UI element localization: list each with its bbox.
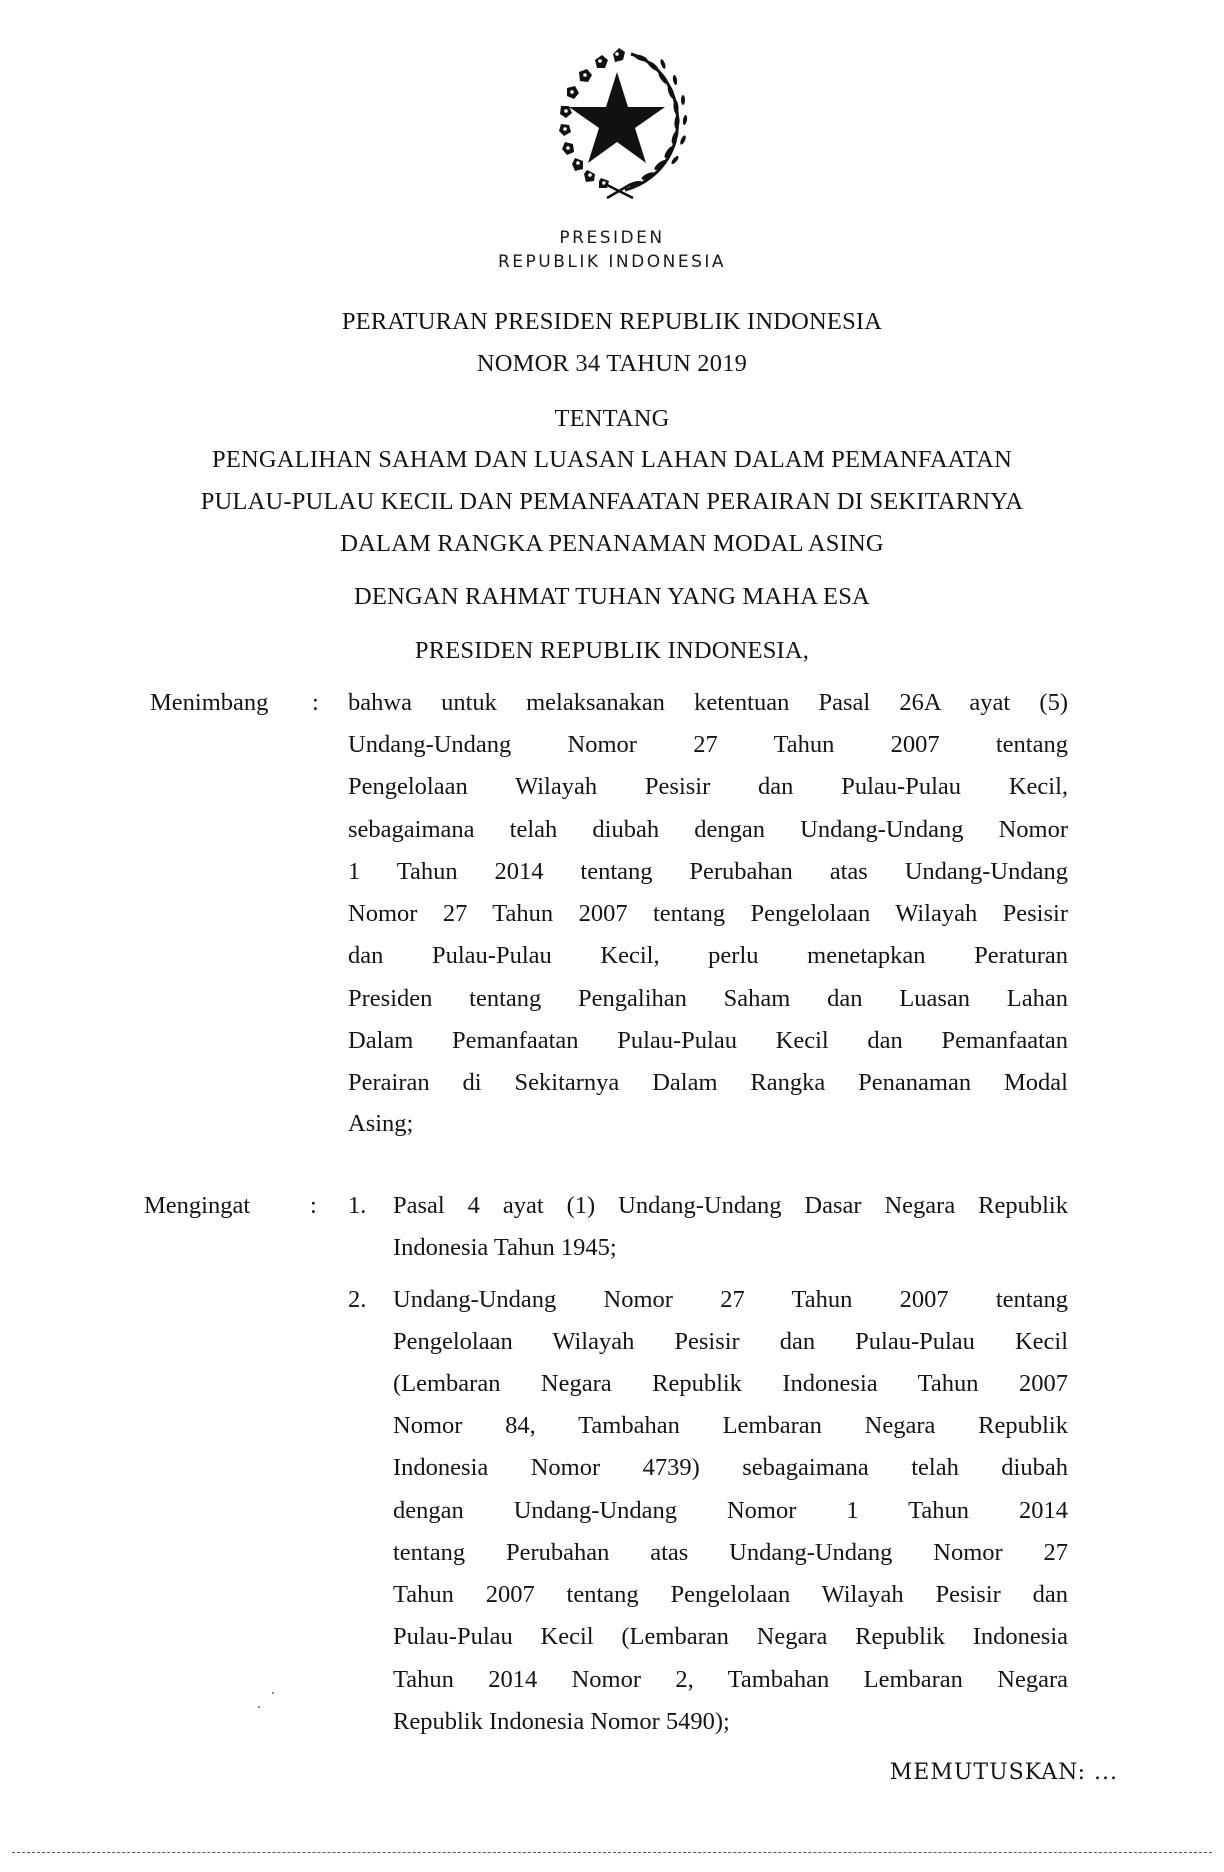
menimbang-line: Nomor 27 Tahun 2007 tentang Pengelolaan Wilayah Pesisir: [348, 900, 1068, 927]
menimbang-label: Menimbang: [150, 689, 269, 716]
mengingat-line: dengan Undang-Undang Nomor 1 Tahun 2014: [393, 1497, 1068, 1524]
page-bottom-rule: [12, 1852, 1212, 1853]
menimbang-line: Pengelolaan Wilayah Pesisir dan Pulau-Pulau Kecil,: [348, 773, 1068, 800]
mengingat-colon: :: [310, 1192, 317, 1219]
menimbang-line: 1 Tahun 2014 tentang Perubahan atas Undang-Undang: [348, 858, 1068, 885]
garuda-star-wreath-emblem-icon: [535, 42, 695, 202]
menimbang-colon: :: [312, 689, 319, 716]
continuation-marker: MEMUTUSKAN: ...: [889, 1760, 1118, 1785]
menimbang-line: Presiden tentang Pengalihan Saham dan Luasan Lahan: [348, 985, 1068, 1012]
mengingat-line: Pasal 4 ayat (1) Undang-Undang Dasar Negara Republik: [393, 1192, 1068, 1219]
issuer: PRESIDEN REPUBLIK INDONESIA,: [414, 637, 810, 664]
office-line-republik-indonesia: REPUBLIK INDONESIA: [497, 252, 727, 272]
list-number: 1.: [348, 1192, 367, 1219]
mengingat-line: Pulau-Pulau Kecil (Lembaran Negara Republik Indonesia: [393, 1623, 1068, 1650]
menimbang-line: bahwa untuk melaksanakan ketentuan Pasal 26A ayat (5): [348, 689, 1068, 716]
mengingat-line: Undang-Undang Nomor 27 Tahun 2007 tentang: [393, 1286, 1068, 1313]
list-number: 2.: [348, 1286, 367, 1313]
menimbang-line: dan Pulau-Pulau Kecil, perlu menetapkan Peraturan: [348, 942, 1068, 969]
menimbang-line: Dalam Pemanfaatan Pulau-Pulau Kecil dan Pemanfaatan: [348, 1027, 1068, 1054]
about-heading: TENTANG: [554, 405, 670, 432]
mengingat-label: Mengingat: [144, 1192, 251, 1219]
mengingat-line: Republik Indonesia Nomor 5490);: [393, 1708, 730, 1735]
invocation: DENGAN RAHMAT TUHAN YANG MAHA ESA: [354, 583, 870, 610]
mengingat-line: Tahun 2007 tentang Pengelolaan Wilayah Pesisir dan: [393, 1581, 1068, 1608]
scan-speck: [258, 1706, 260, 1708]
regulation-title: PERATURAN PRESIDEN REPUBLIK INDONESIA: [341, 308, 883, 335]
mengingat-line: tentang Perubahan atas Undang-Undang Nomor 27: [393, 1539, 1068, 1566]
menimbang-line: sebagaimana telah diubah dengan Undang-Undang Nomor: [348, 816, 1068, 843]
menimbang-line: Asing;: [348, 1110, 414, 1137]
mengingat-line: Tahun 2014 Nomor 2, Tambahan Lembaran Negara: [393, 1666, 1068, 1693]
mengingat-line: (Lembaran Negara Republik Indonesia Tahun 2007: [393, 1370, 1068, 1397]
office-line-presiden: PRESIDEN: [559, 228, 665, 248]
mengingat-line: Pengelolaan Wilayah Pesisir dan Pulau-Pulau Kecil: [393, 1328, 1068, 1355]
mengingat-line: Indonesia Tahun 1945;: [393, 1234, 617, 1261]
scan-speck: [272, 1692, 274, 1694]
mengingat-line: Indonesia Nomor 4739) sebagaimana telah diubah: [393, 1454, 1068, 1481]
subject-line-3: DALAM RANGKA PENANAMAN MODAL ASING: [340, 530, 884, 557]
menimbang-line: Undang-Undang Nomor 27 Tahun 2007 tentang: [348, 731, 1068, 758]
subject-line-2: PULAU-PULAU KECIL DAN PEMANFAATAN PERAIRAN DI SEKITARNYA: [200, 488, 1024, 515]
menimbang-line: Perairan di Sekitarnya Dalam Rangka Penanaman Modal: [348, 1069, 1068, 1096]
regulation-number: NOMOR 34 TAHUN 2019: [476, 350, 748, 377]
subject-line-1: PENGALIHAN SAHAM DAN LUASAN LAHAN DALAM PEMANFAATAN: [212, 446, 1012, 473]
mengingat-line: Nomor 84, Tambahan Lembaran Negara Republik: [393, 1412, 1068, 1439]
